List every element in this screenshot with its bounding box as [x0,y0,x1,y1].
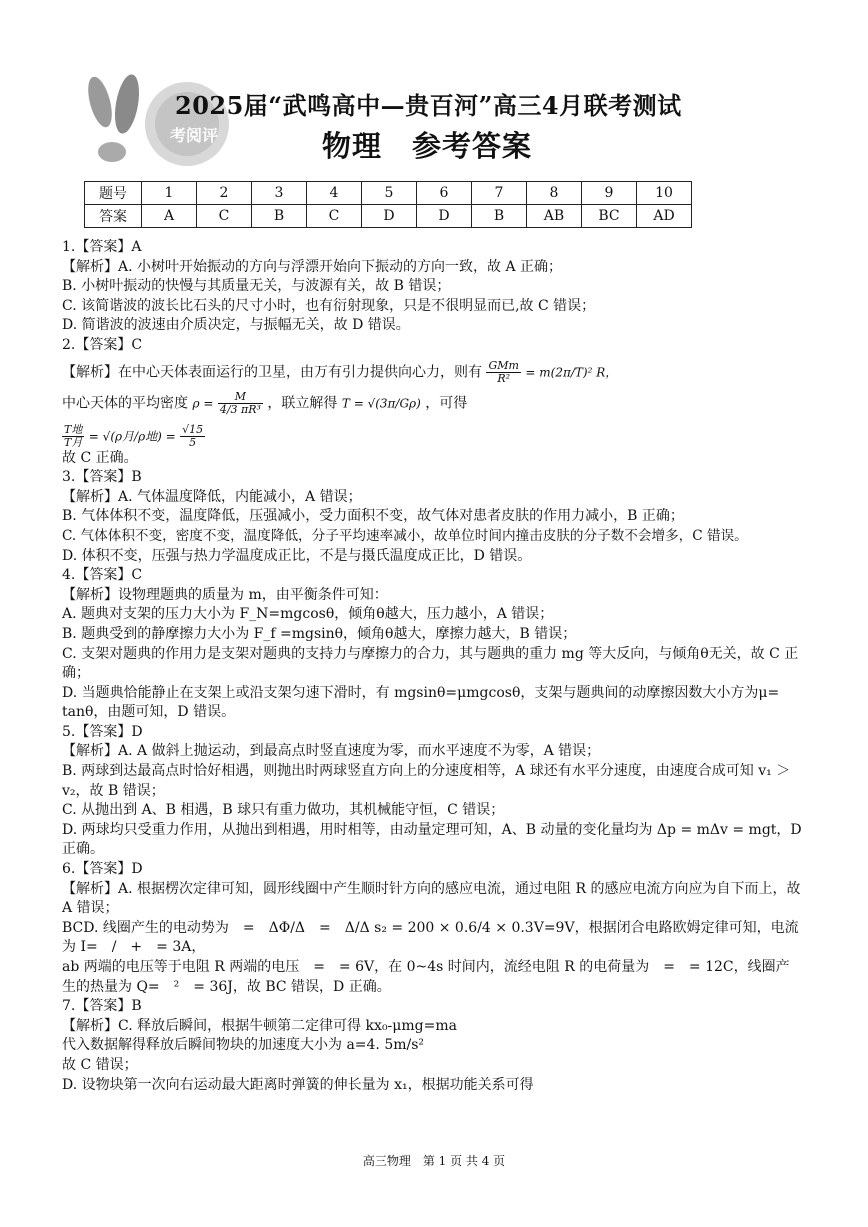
table-cell: 7 [472,182,527,205]
row-label: 答案 [85,205,142,228]
table-cell: 9 [582,182,637,205]
q4-line: B. 题典受到的静摩擦力大小为 F_f =mgsinθ，倾角θ越大，摩擦力越大，B 错误； [62,625,577,642]
table-cell: C [197,205,252,228]
formula-gmm: $\frac{\text{GMm}}{\text{R²}}$ [488,358,519,385]
q1-line: C. 该简谐波的波长比石头的尺寸小时，也有衍射现象，只是不很明显而已,故 C 错误； [62,297,596,314]
table-cell: 3 [252,182,307,205]
q1-answer: 1.【答案】A [62,239,142,255]
q3-line: 【解析】A. 气体温度降低，内能减小，A 错误； [62,488,362,505]
q4-line: D. 当题典恰能静止在支架上或沿支架匀速下滑时，有 mgsinθ=μmgcosθ，支架与题典间的动摩擦因数大小方为μ= tanθ，由题可知，D 错误。 [62,684,780,721]
q2-line: 中心天体的平均密度 ρ = $\frac{M}{\text{4/3 πR³}}$ ，联立解得 T = √(3π/Gρ) ，可得 [62,389,468,416]
q3-line: C. 气体体积不变，密度不变，温度降低，分子平均速率减小，故单位时间内撞击皮肤的分子数不会增多，C 错误。 [62,527,748,544]
q3-line: D. 体积不变，压强与热力学温度成正比，不是与摄氏温度成正比，D 错误。 [62,547,532,564]
table-cell: 10 [637,182,692,205]
table-row-numbers [85,182,692,205]
table-cell: B [252,205,307,228]
table-cell: AD [637,205,692,228]
q5-answer: 5.【答案】D [62,723,143,740]
table-cell: D [417,205,472,228]
page-footer: 高三物理 第 1 页 共 4 页 [362,1154,506,1168]
table-cell: 6 [417,182,472,205]
q5-line: D. 两球均只受重力作用，从抛出到相遇，用时相等，由动量定理可知，A、B 动量的变化量均为 Δp = mΔv = mgt，D 正确。 [62,821,802,858]
table-row-answers [85,205,692,228]
q4-line: A. 题典对支架的压力大小为 F_N=mgcosθ，倾角θ越大，压力越小，A 错误； [62,606,554,623]
logo-text: 考阅评 [170,126,219,145]
q4-line: 【解析】设物理题典的质量为 m，由平衡条件可知： [62,586,388,603]
answer-table [84,181,692,228]
q5-line: 【解析】A. A 做斜上抛运动，到最高点时竖直速度为零，而水平速度不为零，A 错误； [62,743,601,760]
formula-period-ratio: $\frac{\text{T地}}{\text{T月}}$ [64,422,83,449]
table-cell: 4 [307,182,362,205]
table-cell: 2 [197,182,252,205]
table-cell: BC [582,205,637,228]
q7-answer: 7.【答案】B [62,998,142,1015]
q6-line: 【解析】A. 根据楞次定律可知，圆形线圈中产生顺时针方向的感应电流，通过电阻 R 的感应电流方向应为自下而上，故 A 错误； [62,880,801,917]
q3-line: B. 气体体积不变，温度降低，压强减小，受力面积不变，故气体对患者皮肤的作用力减小，B 正确； [62,508,684,525]
formula-result: $\frac{√15}{5}$ [182,422,204,449]
formula-density: $\frac{M}{\text{4/3 πR³}}$ [219,389,261,416]
table-cell: 8 [527,182,582,205]
solutions-body [62,238,802,1095]
q2-answer: 2.【答案】C [62,336,143,353]
q7-line: 【解析】C. 释放后瞬间，根据牛顿第二定律可得 kx₀-μmg=ma [62,1017,457,1034]
exam-title: 2025届“武鸣高中—贵百河”高三4月联考测试 [175,91,682,120]
q4-line: C. 支架对题典的作用力是支架对题典的支持力与摩擦力的合力，其与题典的重力 mg 等大反向，与倾角θ无关，故 C 正确； [62,645,799,682]
q6-line: BCD. 线圈产生的电动势为 = ΔΦ/Δ = Δ/Δ s₂ = 200 × 0.6/4 × 0.3V=9V，根据闭合电路欧姆定律可知，电流为 I= / + = 3A， [62,919,799,956]
table-cell: 1 [142,182,197,205]
q2-line: 故 C 正确。 [62,449,138,466]
table-cell: D [362,205,417,228]
table-cell: A [142,205,197,228]
q1-line: D. 简谐波的波速由介质决定，与振幅无关，故 D 错误。 [62,317,410,334]
row-label: 题号 [85,182,142,205]
q4-answer: 4.【答案】C [62,567,143,584]
q1-line: B. 小树叶振动的快慢与其质量无关，与波源有关，故 B 错误； [62,278,451,295]
q3-answer: 3.【答案】B [62,469,142,486]
q6-line: ab 两端的电压等于电阻 R 两端的电压 = = 6V，在 0~4s 时间内，流经电阻 R 的电荷量为 = = 12C，线圈产生的热量为 Q= ² = 36J，故 BC 错误，D 正确。 [62,959,790,995]
q2-line: $\frac{\text{T地}}{\text{T月}}$ = √(ρ月/ρ地) = $\frac{√15}{5}$ [64,422,204,449]
q7-line: 代入数据解得释放后瞬间物块的加速度大小为 a=4. 5m/s² [62,1037,425,1054]
table-cell: B [472,205,527,228]
exam-subtitle: 物理 参考答案 [322,129,533,163]
q6-answer: 6.【答案】D [62,861,143,878]
q2-line: 【解析】在中心天体表面运行的卫星，由万有引力提供向心力，则有 $\frac{\text{GMm}}{\text{R²}}$ = m(2π/T)² R， [62,358,618,385]
q5-line: C. 从抛出到 A、B 相遇，B 球只有重力做功，其机械能守恒，C 错误； [62,802,505,819]
q7-line: 故 C 错误； [62,1056,138,1073]
table-cell: 5 [362,182,417,205]
q7-line: D. 设物块第一次向右运动最大距离时弹簧的伸长量为 x₁，根据功能关系可得 [62,1076,534,1093]
table-cell: AB [527,205,582,228]
table-cell: C [307,205,362,228]
q1-line: 【解析】A. 小树叶开始振动的方向与浮漂开始向下振动的方向一致，故 A 正确； [62,258,563,275]
q5-line: B. 两球到达最高点时恰好相遇，则抛出时两球竖直方向上的分速度相等，A 球还有水平分速度，由速度合成可知 v₁ ＞ v₂，故 B 错误； [62,763,791,799]
